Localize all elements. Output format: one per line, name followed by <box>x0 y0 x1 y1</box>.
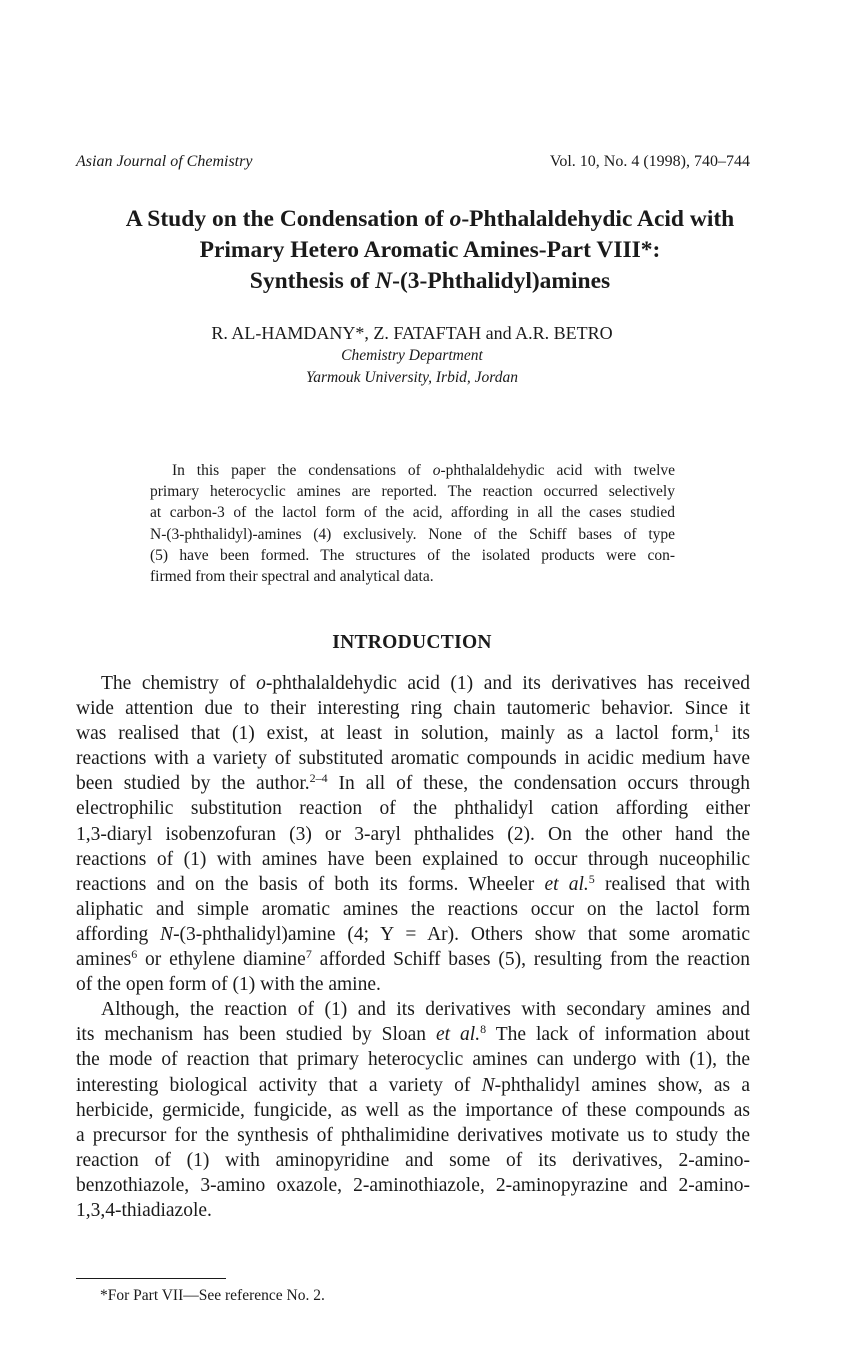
abstract-line: primary heterocyclic amines are reported. The reaction occurred selectively <box>150 483 675 501</box>
introduction-text <box>76 671 750 1223</box>
footnote: *For Part VII—See reference No. 2. <box>100 1287 325 1304</box>
body-line: The chemistry of o-phthalaldehydic acid (1) and its derivatives has received <box>101 673 750 694</box>
journal-name: Asian Journal of Chemistry <box>76 153 253 170</box>
body-line: wide attention due to their interesting ring chain tautomeric behavior. Since it <box>76 698 750 720</box>
body-line: benzothiazole, 3-amino oxazole, 2-aminothiazole, 2-aminopyrazine and 2-amino- <box>76 1174 750 1196</box>
affiliation-university: Yarmouk University, Irbid, Jordan <box>306 369 518 386</box>
body-line: amines$^6$ or ethylene diamine$^7$ afforded Schiff bases (5), resulting from the reaction <box>76 947 750 971</box>
abstract-line: (5) have been formed. The structures of the isolated products were con- <box>150 546 675 564</box>
body-line: a precursor for the synthesis of phthalimidine derivatives motivate us to study the <box>76 1124 750 1146</box>
body-line: was realised that (1) exist, at least in solution, mainly as a lactol form,$^1$ its <box>76 721 750 745</box>
abstract-line: In this paper the condensations of o-phthalaldehydic acid with twelve <box>172 462 675 479</box>
section-heading: INTRODUCTION <box>332 632 492 653</box>
body-line: been studied by the author.$^{2-4}$ In all of these, the condensation occurs through <box>76 771 750 795</box>
body-line: reactions of (1) with amines have been explained to occur through nuceophilic <box>76 848 750 870</box>
author-list: R. AL-HAMDANY*, Z. FATAFTAH and A.R. BETRO <box>211 323 613 343</box>
body-line: reactions and on the basis of both its forms. Wheeler et al.$^5$ realised that with <box>76 871 750 895</box>
body-line: 1,3,4-thiadiazole. <box>76 1199 212 1221</box>
body-line: its mechanism has been studied by Sloan et al.$^8$ The lack of information about <box>76 1022 750 1046</box>
footnote-rule <box>76 1278 226 1279</box>
body-line: affording N-(3-phthalidyl)amine (4; Y = Ar). Others show that some aromatic <box>76 923 750 945</box>
body-line: of the open form of (1) with the amine. <box>76 974 381 996</box>
abstract <box>150 460 675 587</box>
body-line: 1,3-diaryl isobenzofuran (3) or 3-aryl phthalides (2). On the other hand the <box>76 823 750 845</box>
title-line-1: A Study on the Condensation of o-Phthalaldehydic Acid with <box>125 206 735 232</box>
abstract-line: firmed from their spectral and analytical data. <box>150 568 434 586</box>
body-line: herbicide, germicide, fungicide, as well as the importance of these compounds as <box>76 1099 750 1121</box>
body-line: interesting biological activity that a variety of N-phthalidyl amines show, as a <box>76 1074 750 1096</box>
abstract-line: N-(3-phthalidyl)-amines (4) exclusively. None of the Schiff bases of type <box>150 525 675 543</box>
affiliation-department: Chemistry Department <box>341 347 483 364</box>
abstract-line: at carbon-3 of the lactol form of the acid, affording in all the cases studied <box>150 504 675 522</box>
title-line-2: Primary Hetero Aromatic Amines-Part VIII*: <box>199 237 661 263</box>
volume-info: Vol. 10, No. 4 (1998), 740–744 <box>549 153 750 170</box>
title-line-3: Synthesis of N-(3-Phthalidyl)amines <box>249 268 611 294</box>
body-line: Although, the reaction of (1) and its derivatives with secondary amines and <box>101 999 750 1021</box>
body-line: reactions with a variety of substituted aromatic compounds in acidic medium have <box>76 748 750 770</box>
body-line: aliphatic and simple aromatic amines the reactions occur on the lactol form <box>76 898 750 920</box>
paper-title <box>60 204 800 297</box>
body-line: reaction of (1) with aminopyridine and some of its derivatives, 2-amino- <box>76 1149 750 1171</box>
body-line: electrophilic substitution reaction of the phthalidyl cation affording either <box>76 798 750 820</box>
body-line: the mode of reaction that primary heterocyclic amines can undergo with (1), the <box>76 1049 750 1071</box>
